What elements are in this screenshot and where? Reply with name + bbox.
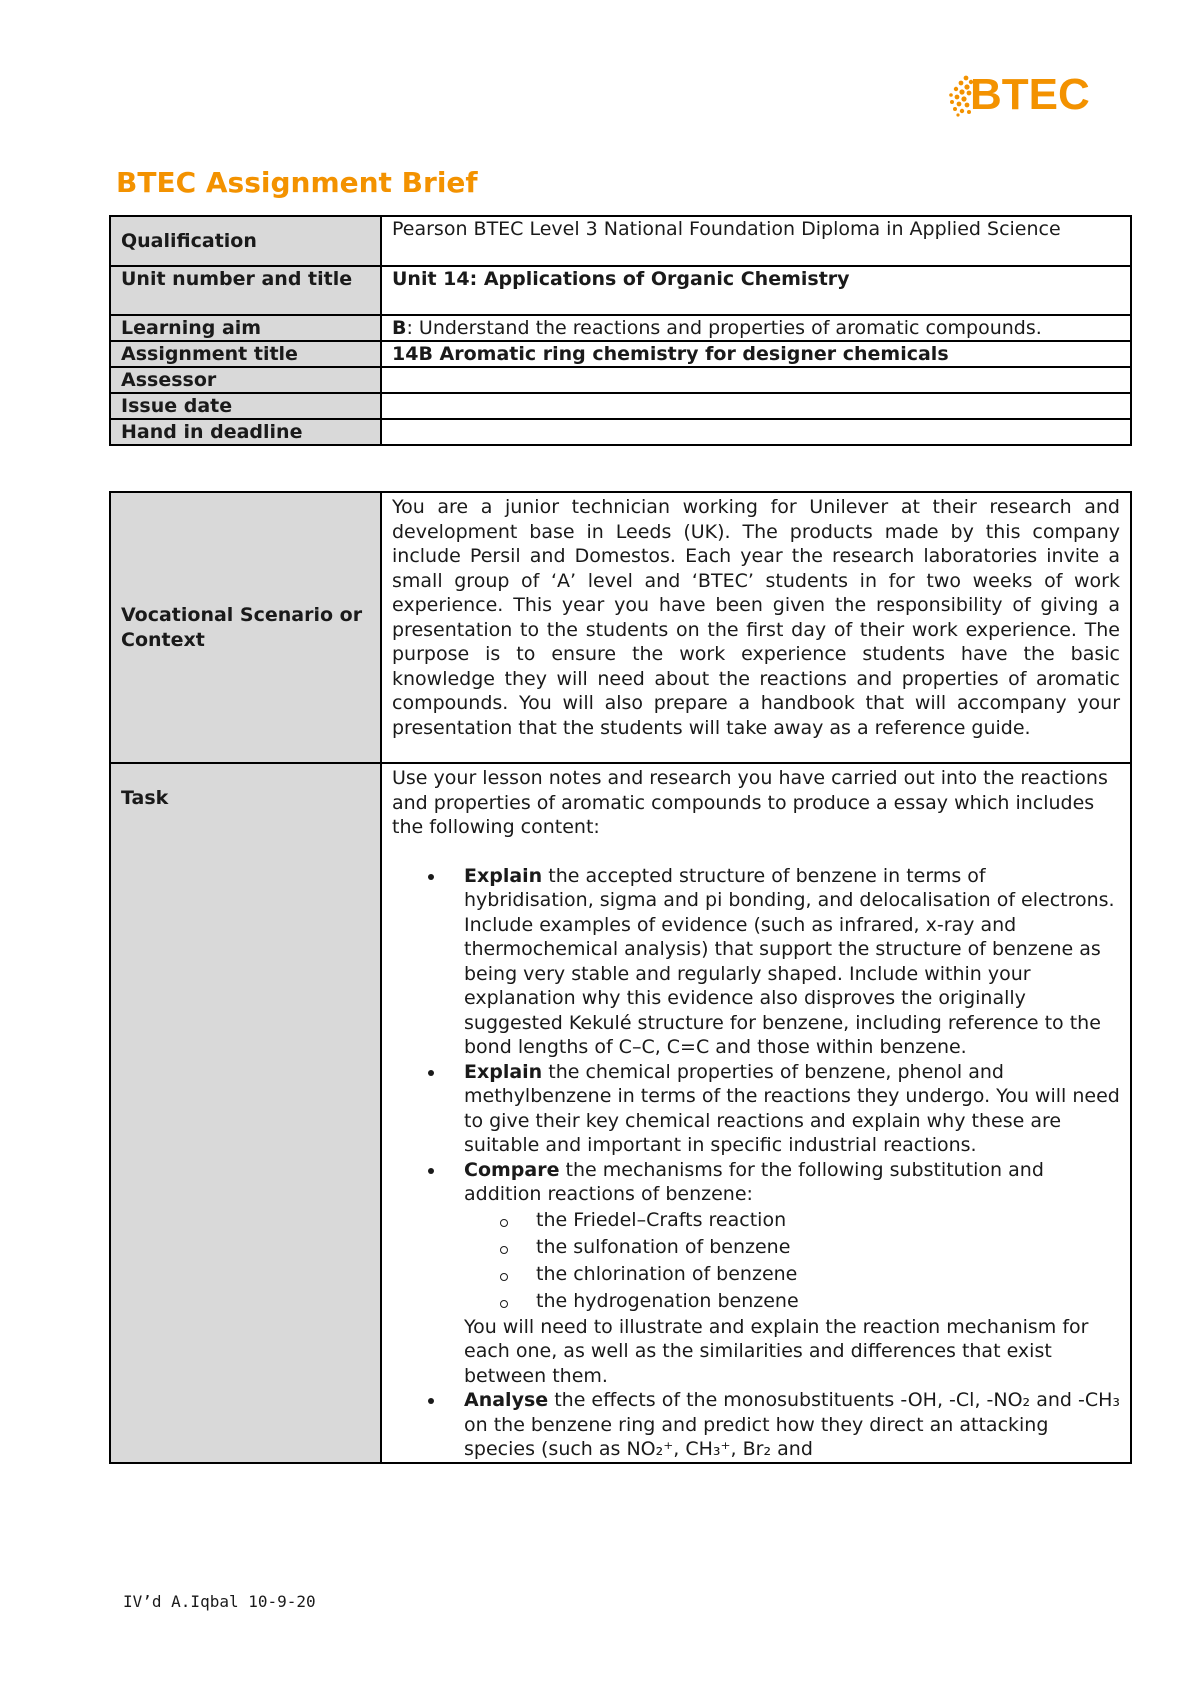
bullet-text: the chemical properties of benzene, phenol and methylbenzene in terms of the reactions they undergo. You will need to give their key chemical reactions and explain why these are suitable and important in specific industrial reactions. (464, 1060, 1120, 1156)
deadline-value (381, 419, 1131, 445)
sub-list-item (464, 1261, 1120, 1288)
assignment-title-label: Assignment title (110, 341, 381, 367)
bullet-text: the mechanisms for the following substitution and addition reactions of benzene: (464, 1158, 1044, 1205)
logo-wordmark: BTEC (970, 70, 1090, 119)
table-row (110, 419, 1131, 445)
table-row (110, 266, 1131, 315)
table-row (110, 315, 1131, 341)
bullet-icon (428, 1070, 434, 1076)
assessor-value (381, 367, 1131, 393)
sub-list-item (464, 1288, 1120, 1315)
bullet-icon (428, 1398, 434, 1404)
issue-date-value (381, 393, 1131, 419)
unit-value: Unit 14: Applications of Organic Chemistry (381, 266, 1131, 315)
footer-iv-note: IV’d A.Iqbal 10-9-20 (123, 1592, 316, 1611)
bullet-text: the accepted structure of benzene in terms of hybridisation, sigma and pi bonding, and delocalisation of electrons. Include examples of evidence (such as infrared, x-ray and thermochemical analysis) that support the structure of benzene as being very stable and regularly shaped. Include within your explanation why this evidence also disproves the originally suggested Kekulé structure for benzene, including reference to the bond lengths of C–C, C=C and those within benzene. (464, 864, 1115, 1058)
table-row (110, 367, 1131, 393)
scenario-text: You are a junior technician working for Unilever at their research and development base in Leeds (UK). The products made by this company include Persil and Domestos. Each year the research laboratories invite a small group of ‘A’ level and ‘BTEC’ students in for two weeks of work experience. This year you have been given the responsibility of giving a presentation to the students on the first day of their work experience. The purpose is to ensure the work experience students have the basic knowledge they will need about the reactions and properties of aromatic compounds. You will also prepare a handbook that will accompany your presentation that the students will take away as a reference guide. (392, 496, 1120, 739)
bullet-verb: Explain (464, 1060, 543, 1083)
bullet-verb: Analyse (464, 1389, 549, 1411)
learning-aim-label: Learning aim (110, 315, 381, 341)
learning-aim-value (381, 315, 1131, 341)
bullet-icon (428, 1168, 434, 1174)
bullet-followup: You will need to illustrate and explain the reaction mechanism for each one, as well as the similarities and differences that exist between them. (464, 1315, 1089, 1387)
circle-bullet-icon (500, 1300, 508, 1308)
assignment-info-table (109, 215, 1132, 446)
reaction-sublist (464, 1207, 1120, 1315)
circle-bullet-icon (500, 1219, 508, 1227)
sub-list-item (464, 1207, 1120, 1234)
btec-logo (946, 70, 1096, 124)
scenario-task-table (109, 491, 1132, 1464)
sub-list-item (464, 1234, 1120, 1261)
unit-label: Unit number and title (110, 266, 381, 315)
sub-item-text: the Friedel–Crafts reaction (536, 1208, 787, 1231)
list-item (392, 864, 1120, 1060)
circle-bullet-icon (500, 1246, 508, 1254)
table-row (110, 492, 1131, 763)
circle-bullet-icon (500, 1273, 508, 1281)
qualification-label: Qualification (110, 216, 381, 266)
task-cell (381, 763, 1131, 1463)
page-title: BTEC Assignment Brief (116, 166, 478, 199)
task-bullets (392, 864, 1120, 1462)
list-item (392, 1388, 1120, 1462)
table-row (110, 341, 1131, 367)
assignment-title-value: 14B Aromatic ring chemistry for designer chemicals (381, 341, 1131, 367)
bullet-verb: Compare (464, 1158, 560, 1181)
assessor-label: Assessor (110, 367, 381, 393)
bullet-text: the effects of the monosubstituents -OH, -Cl, -NO₂ and -CH₃ on the benzene ring and predict how they direct an attacking species (such as NO₂⁺, CH₃⁺, Br₂ and (464, 1389, 1121, 1460)
issue-date-label: Issue date (110, 393, 381, 419)
scenario-label: Vocational Scenario or Context (110, 492, 381, 763)
sub-item-text: the sulfonation of benzene (536, 1235, 791, 1258)
scenario-cell (381, 492, 1131, 763)
task-label: Task (110, 763, 381, 1463)
learning-aim-text: : Understand the reactions and properties of aromatic compounds. (406, 317, 1042, 339)
deadline-label: Hand in deadline (110, 419, 381, 445)
bullet-icon (428, 874, 434, 880)
task-intro: Use your lesson notes and research you have carried out into the reactions and properties of aromatic compounds to produce a essay which includes the following content: (392, 767, 1108, 838)
list-item (392, 1158, 1120, 1389)
qualification-value: Pearson BTEC Level 3 National Foundation Diploma in Applied Science (381, 216, 1131, 266)
table-row (110, 393, 1131, 419)
table-row (110, 216, 1131, 266)
sub-item-text: the chlorination of benzene (536, 1262, 798, 1285)
learning-aim-letter: B (392, 317, 407, 339)
table-row (110, 763, 1131, 1463)
bullet-verb: Explain (464, 864, 543, 887)
sub-item-text: the hydrogenation benzene (536, 1289, 799, 1312)
list-item (392, 1060, 1120, 1158)
